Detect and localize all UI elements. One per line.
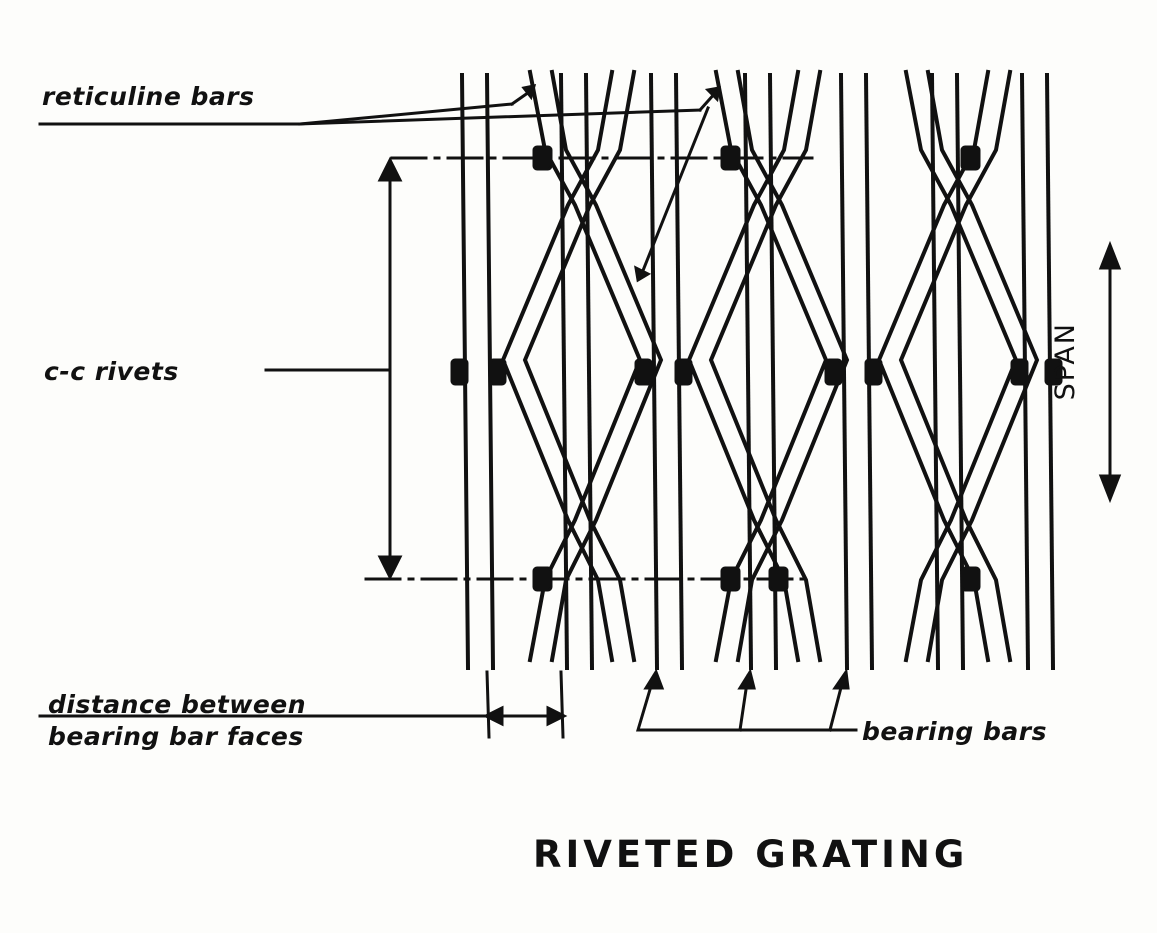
span-dimension [1101, 245, 1119, 499]
rivet [452, 360, 1061, 384]
label-bearing-bars: bearing bars [862, 717, 1047, 746]
label-cc-rivets: c-c rivets [44, 357, 179, 386]
label-distance-line-1: distance between [48, 690, 307, 719]
label-span: SPAN [1050, 322, 1081, 401]
figure-title: RIVETED GRATING [533, 833, 969, 876]
bearing-bars-leader [638, 672, 856, 730]
cc-rivets-dimension [266, 160, 400, 577]
label-distance-line-2: bearing bar faces [48, 722, 304, 751]
label-reticuline-bars: reticuline bars [42, 82, 255, 111]
